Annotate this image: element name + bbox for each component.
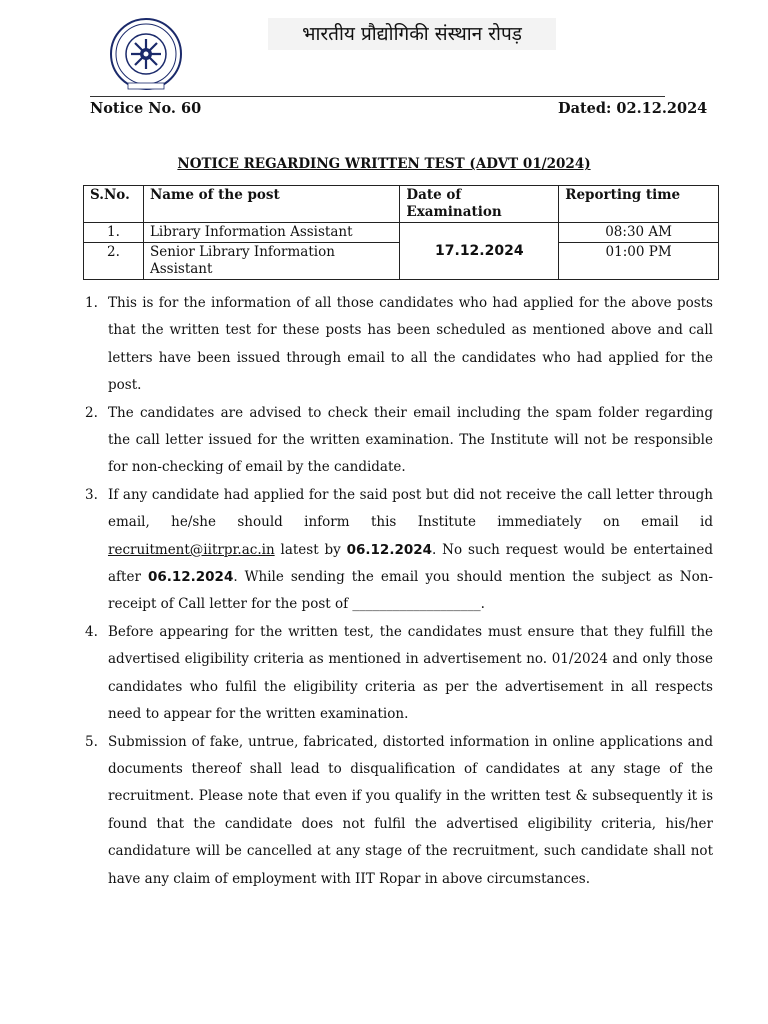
institute-name-hindi: भारतीय प्रौद्योगिकी संस्थान रोपड़ <box>268 18 556 50</box>
point-text: latest by <box>280 541 341 558</box>
point-number: 1. <box>85 295 98 311</box>
point-text: Submission of fake, untrue, fabricated, distorted information in online applications and documents thereof shall lead to disqualification of candidates at any stage of the recruitment. Please note that even if you qualify in the written test & subsequently it is found that the candidate does not fulfil the advertised eligibility criteria, his/her candidature will be cancelled at any stage of the recruitment, such candidate shall not have any claim of employment with IIT Ropar in above circumstances. <box>108 733 713 887</box>
exam-date: 17.12.2024 <box>400 223 559 280</box>
row-sno: 2. <box>84 243 144 280</box>
exam-schedule-table <box>83 185 719 280</box>
point-text: If any candidate had applied for the said post but did not receive the call letter through email, he/she should inform this Institute immediately on email id <box>108 486 713 531</box>
recruitment-email-link[interactable]: recruitment@iitrpr.ac.in <box>108 541 275 558</box>
point-text: This is for the information of all those candidates who had applied for the above posts that the written test for these posts has been scheduled as mentioned above and call letters have been issued through email to all the candidates who had applied for the post. <box>108 295 713 394</box>
point-number: 5. <box>85 733 98 750</box>
list-item <box>85 290 713 400</box>
header-rule <box>90 96 665 97</box>
list-item <box>85 619 713 729</box>
header-sno: S.No. <box>84 186 144 223</box>
header-post: Name of the post <box>143 186 399 223</box>
header-reporting-time: Reporting time <box>559 186 719 223</box>
table-row <box>84 223 719 243</box>
row-sno: 1. <box>84 223 144 243</box>
row-reporting-time: 01:00 PM <box>559 243 719 280</box>
institute-logo <box>106 17 186 93</box>
point-text: Before appearing for the written test, the candidates must ensure that they fulfill the advertised eligibility criteria as mentioned in advertisement no. 01/2024 and only those candidates who fulfil the eligibility criteria as per the advertisement in all respects need to appear for the written examination. <box>108 623 713 723</box>
notice-date: Dated: 02.12.2024 <box>558 100 708 117</box>
list-item <box>85 400 713 482</box>
notice-title: NOTICE REGARDING WRITTEN TEST (ADVT 01/2024) <box>177 156 591 172</box>
point-number: 2. <box>85 404 98 421</box>
notice-points <box>85 290 713 893</box>
row-post: Library Information Assistant <box>143 223 399 243</box>
point-number: 3. <box>85 486 98 503</box>
point-number: 4. <box>85 623 98 640</box>
point-text: . No such request would be entertained after <box>108 541 714 586</box>
point-text: . While sending the email you should mention the subject as Non-receipt of Call letter for the post of ___________________. <box>108 569 713 613</box>
list-item <box>85 482 713 619</box>
notice-number: Notice No. 60 <box>90 100 202 117</box>
header-exam-date: Date of Examination <box>400 186 559 223</box>
deadline-date: 06.12.2024 <box>147 569 234 586</box>
list-item <box>85 729 713 893</box>
point-text: The candidates are advised to check their email including the spam folder regarding the call letter issued for the written examination. The Institute will not be responsible for non-checking of email by the candidate. <box>108 404 713 476</box>
row-post: Senior Library Information Assistant <box>143 243 399 280</box>
table-header-row <box>84 186 719 223</box>
row-reporting-time: 08:30 AM <box>559 223 719 243</box>
deadline-date: 06.12.2024 <box>346 541 433 558</box>
